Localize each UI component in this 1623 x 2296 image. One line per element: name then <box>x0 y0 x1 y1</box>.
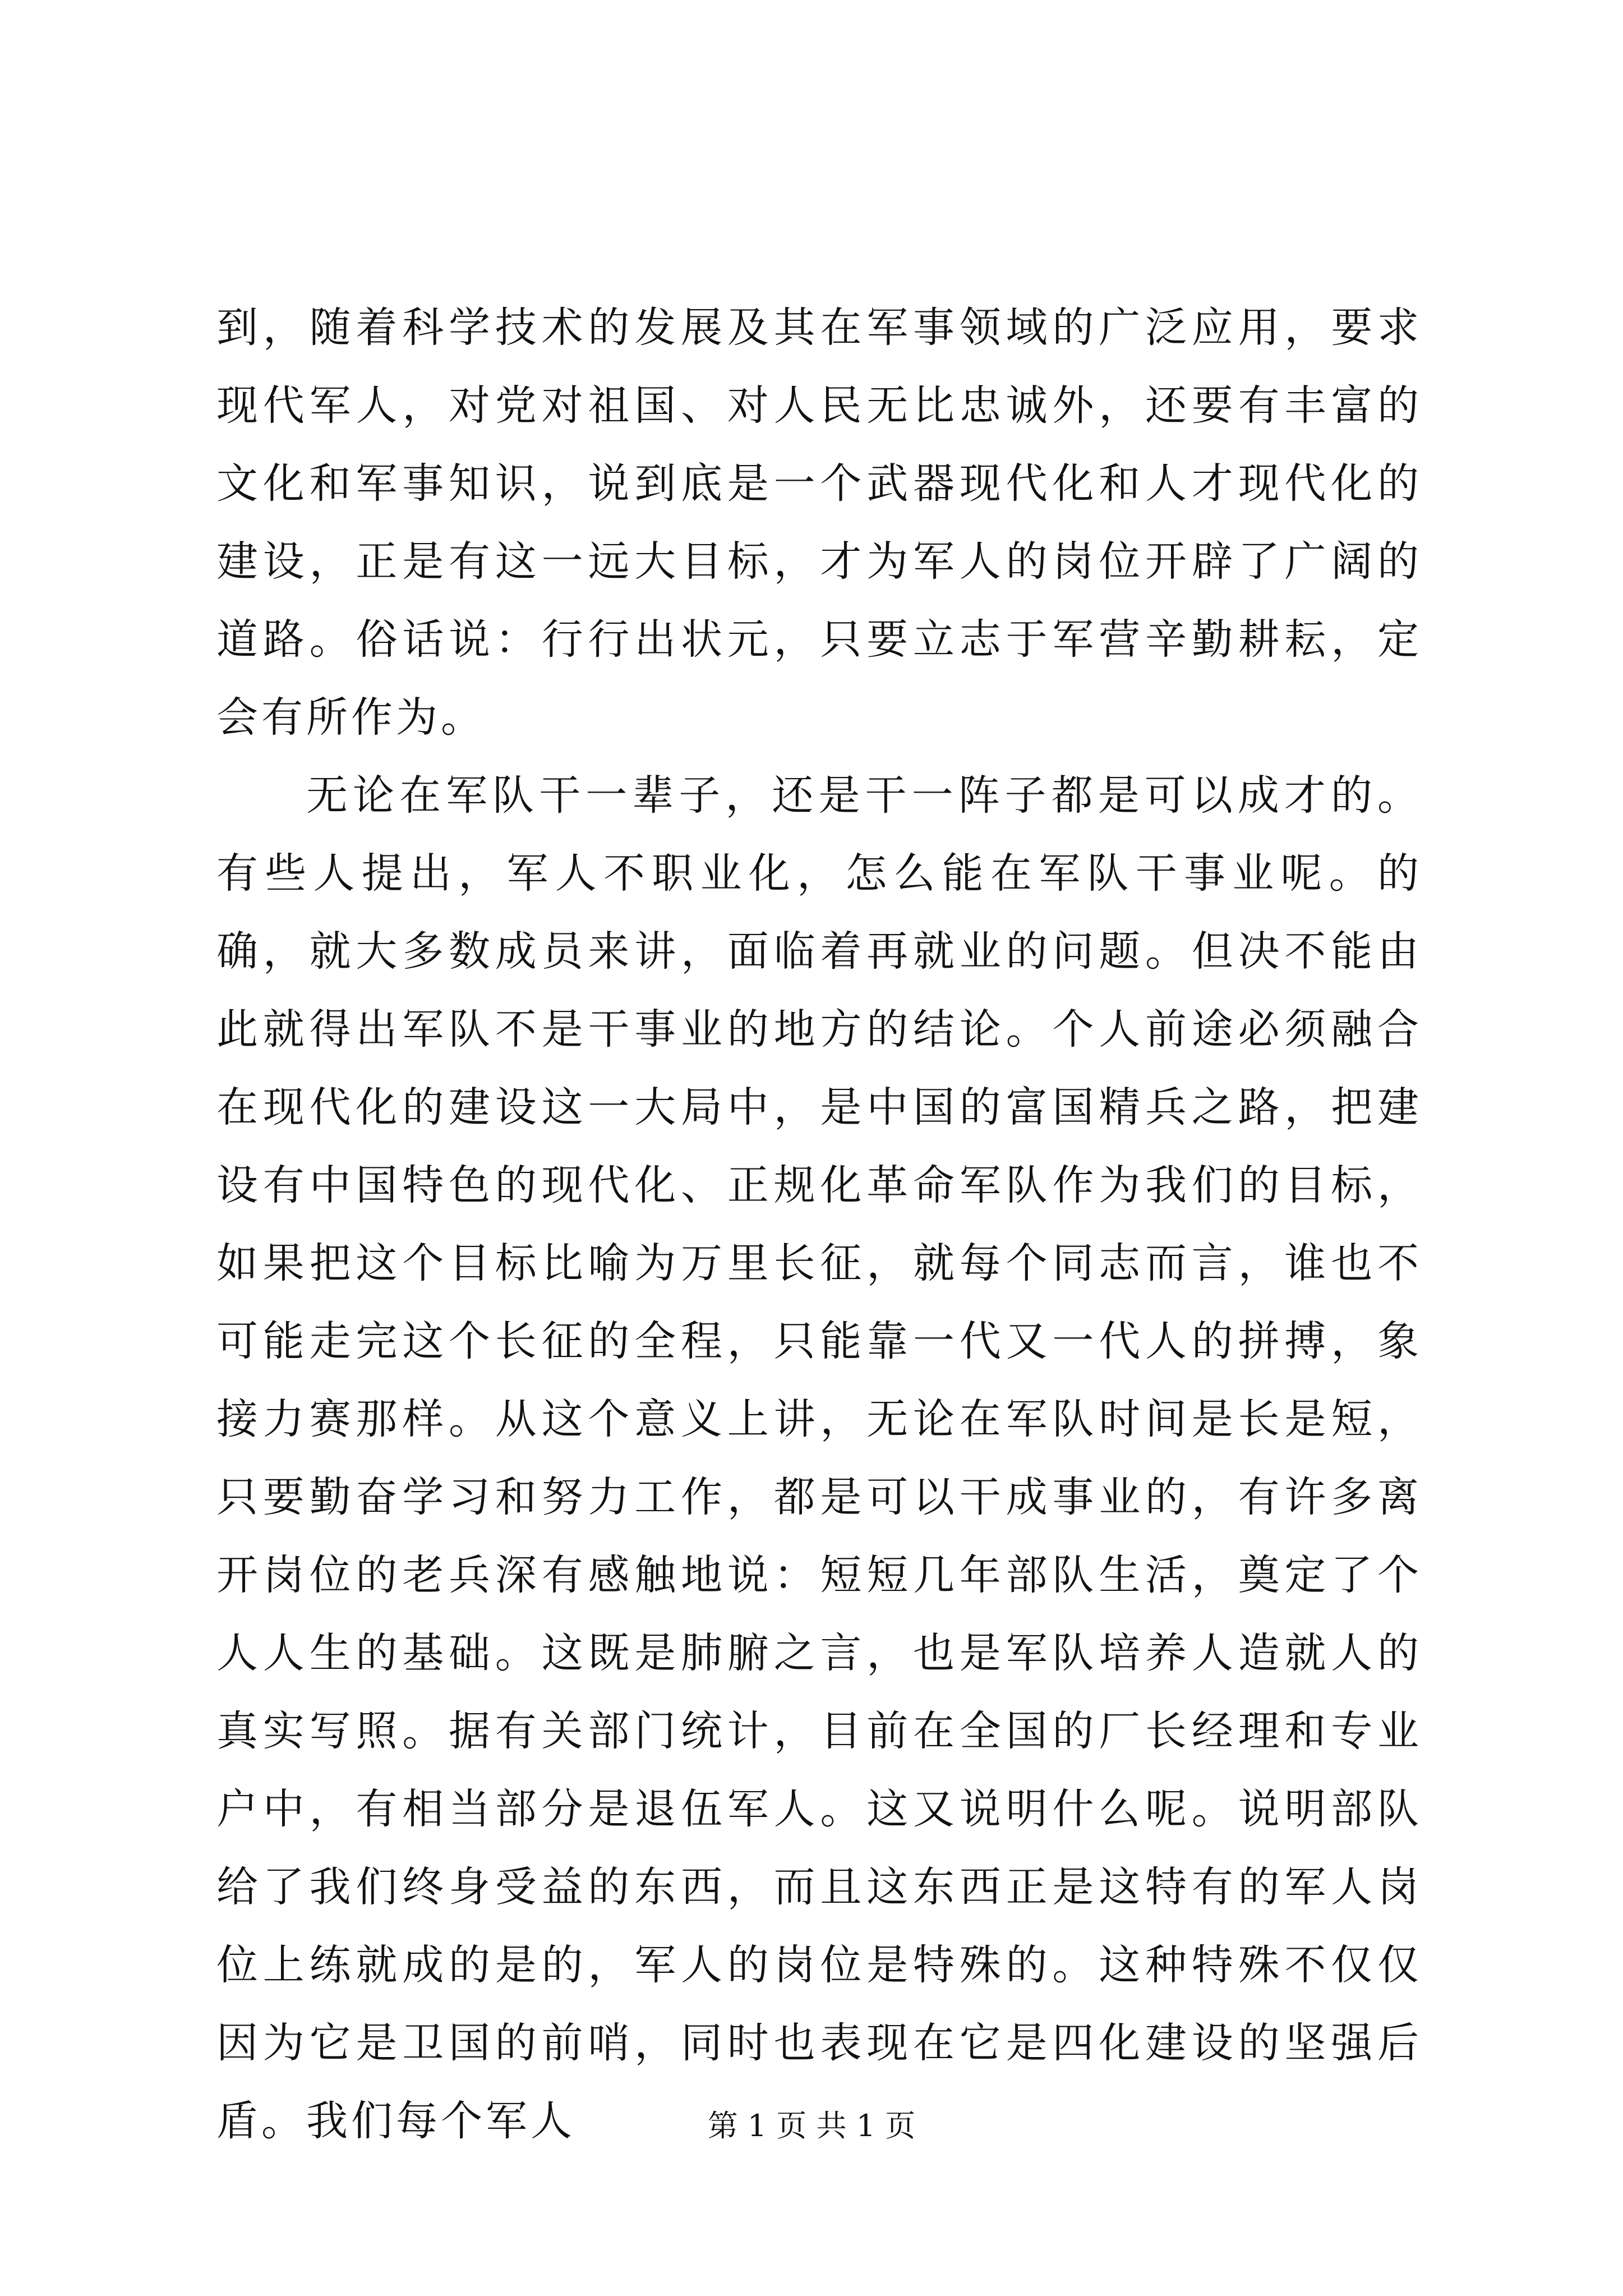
paragraph-career-in-army: 无论在军队干一辈子，还是干一阵子都是可以成才的。有些人提出，军人不职业化，怎么能在军队干事业呢。的确，就大多数成员来讲，面临着再就业的问题。但决不能由此就得出军队不是干事业的地方的结论。个人前途必须融合在现代化的建设这一大局中，是中国的富国精兵之路，把建设有中国特色的现代化、正规化革命军队作为我们的目标，如果把这个目标比喻为万里长征，就每个同志而言，谁也不可能走完这个长征的全程，只能靠一代又一代人的拼搏，象接力赛那样。从这个意义上讲，无论在军队时间是长是短，只要勤奋学习和努力工作，都是可以干成事业的，有许多离开岗位的老兵深有感触地说：短短几年部队生活，奠定了个人人生的基础。这既是肺腑之言，也是军队培养人造就人的真实写照。据有关部门统计，目前在全国的厂长经理和专业户中，有相当部分是退伍军人。这又说明什么呢。说明部队给了我们终身受益的东西，而且这东西正是这特有的军人岗位上练就成的是的，军人的岗位是特殊的。这种特殊不仅仅因为它是卫国的前哨，同时也表现在它是四化建设的坚强后盾。我们每个军人 <box>216 771 1422 2145</box>
paragraph-continuation: 到，随着科学技术的发展及其在军事领域的广泛应用，要求现代军人，对党对祖国、对人民无比忠诚外，还要有丰富的文化和军事知识，说到底是一个武器现代化和人才现代化的建设，正是有这一远大目标，才为军人的岗位开辟了广阔的道路。俗话说：行行出状元，只要立志于军营辛勤耕耘，定会有所作为。 <box>216 303 1422 742</box>
document-body <box>216 289 1422 2160</box>
page-footer: 第 1 页 共 1 页 <box>707 2108 916 2143</box>
